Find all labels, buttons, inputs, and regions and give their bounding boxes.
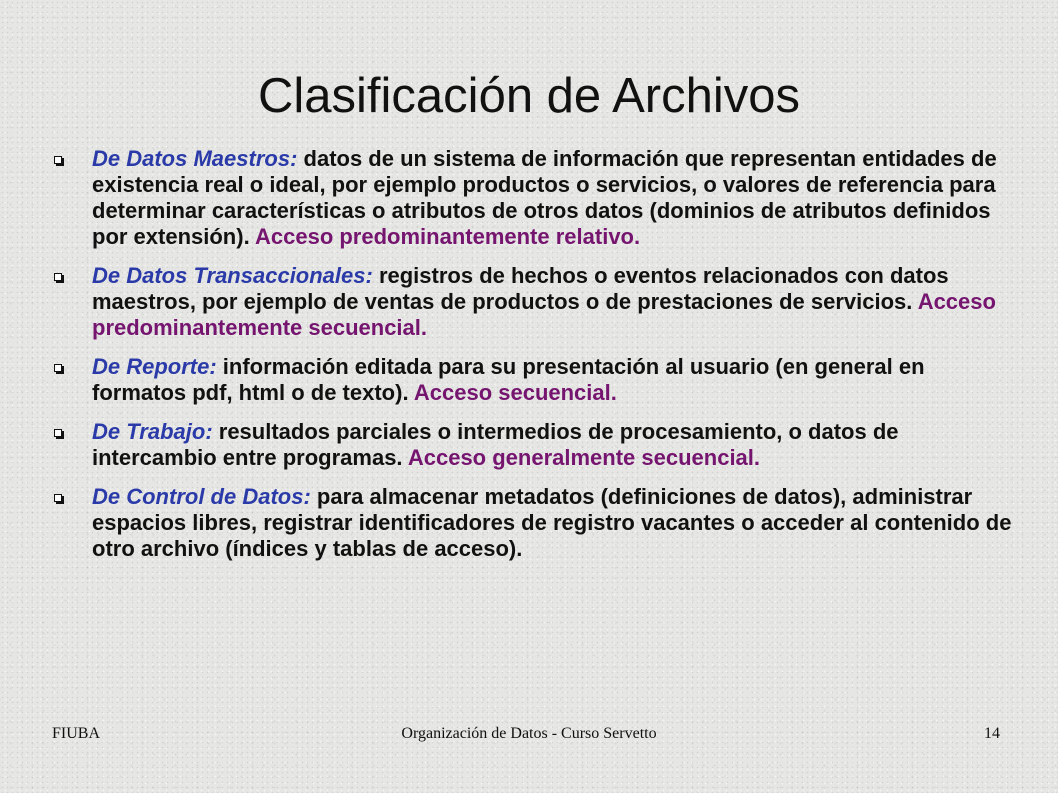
hollow-square-bullet-icon [54, 494, 62, 502]
term-colon: : [209, 354, 217, 379]
bullet-item-reporte [52, 354, 1012, 406]
term-colon: : [290, 146, 298, 171]
access-note: Acceso predominantemente relativo. [254, 224, 641, 249]
bullet-item-datos-transaccionales [52, 263, 1012, 341]
term-colon: : [365, 263, 373, 288]
term: De Reporte [92, 354, 210, 379]
description: registros de hechos o eventos relacionados con datos maestros, por ejemplo de ventas de productos o de prestaciones de servicios. [92, 263, 949, 314]
footer-page-number: 14 [984, 725, 1000, 742]
description: datos de un sistema de información que representan entidades de existencia real o ideal, por ejemplo productos o servicios, o valores de referencia para determinar características o atributos de otros datos (dominios de atributos definidos por extensión). [92, 146, 997, 249]
footer-institution: FIUBA [52, 725, 101, 742]
description: información editada para su presentación al usuario (en general en formatos pdf, html o de texto). [92, 354, 925, 405]
access-note: Acceso generalmente secuencial. [407, 445, 761, 470]
term-colon: : [303, 484, 311, 509]
hollow-square-bullet-icon [54, 273, 62, 281]
access-note: Acceso predominantemente secuencial. [92, 289, 996, 340]
term-colon: : [205, 419, 213, 444]
term: De Trabajo [92, 419, 206, 444]
bullet-item-control-de-datos [52, 484, 1012, 562]
access-note: Acceso secuencial. [413, 380, 617, 405]
bullet-item-trabajo [52, 419, 1012, 471]
hollow-square-bullet-icon [54, 364, 62, 372]
bullet-list [52, 146, 1012, 575]
term: De Datos Transaccionales [92, 263, 366, 288]
term: De Control de Datos [92, 484, 304, 509]
description: para almacenar metadatos (definiciones de datos), administrar espacios libres, registrar identificadores de registro vacantes o acceder al contenido de otro archivo (índices y tablas de acceso). [92, 484, 1012, 561]
term: De Datos Maestros [92, 146, 291, 171]
footer-course: Organización de Datos - Curso Servetto [401, 725, 657, 742]
hollow-square-bullet-icon [54, 156, 62, 164]
hollow-square-bullet-icon [54, 429, 62, 437]
description: resultados parciales o intermedios de procesamiento, o datos de intercambio entre programas. [92, 419, 899, 470]
bullet-item-datos-maestros [52, 146, 1012, 250]
slide-title: Clasificación de Archivos [258, 69, 800, 123]
